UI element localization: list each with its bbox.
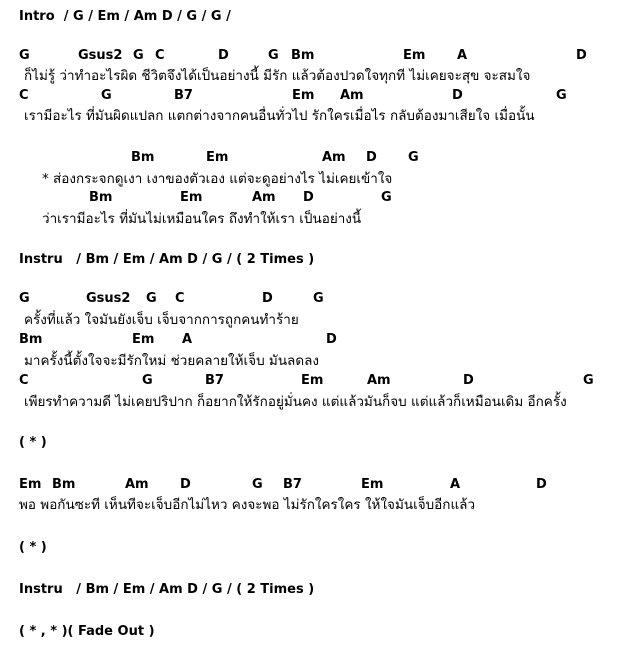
repeat1-marker: ( * ) — [19, 435, 47, 450]
chord-label: Em — [180, 190, 203, 205]
repeat2-marker: ( * ) — [19, 540, 47, 555]
verse2-line3-lyric: เพียรทำความดี ไม่เคยปริปาก ก็อยากให้รักอยู่มั่นคง แต่แล้วมันก็จบ แต่แล้วก็เหมือนเดิม อีกครั้ง — [24, 394, 567, 410]
chorus-line1-lyric: * ส่องกระจกดูเงา เงาของตัวเอง แต่จะดูอย่างไร ไม่เคยเข้าใจ — [42, 171, 393, 187]
chord-label: Em — [301, 373, 324, 388]
chord-label: G — [19, 291, 30, 306]
chord-label: Gsus2 — [78, 48, 123, 63]
chord-label: Am — [367, 373, 391, 388]
chord-label: Em — [361, 477, 384, 492]
chord-label: Gsus2 — [86, 291, 131, 306]
chord-label: Bm — [131, 150, 155, 165]
chord-label: D — [452, 88, 463, 103]
instru1-label: Instru — [19, 252, 63, 267]
chord-label: B7 — [205, 373, 224, 388]
chord-label: G — [268, 48, 279, 63]
instru2-label: Instru — [19, 582, 63, 597]
chord-label: A — [182, 332, 193, 347]
chord-label: C — [19, 88, 29, 103]
chord-label: D — [180, 477, 191, 492]
chorus-line2-lyric: ว่าเรามีอะไร ที่มันไม่เหมือนใคร ถึงทำให้เรา เป็นอย่างนี้ — [42, 211, 362, 227]
chord-label: Em — [292, 88, 315, 103]
chord-label: Bm — [52, 477, 76, 492]
instru1-progression: / Bm / Em / Am D / G / ( 2 Times ) — [76, 252, 315, 267]
verse2-line1-lyric: ครั้งที่แล้ว ใจมันยังเจ็บ เจ็บจากการถูกคนทำร้าย — [24, 312, 299, 328]
intro-label: Intro — [19, 9, 55, 24]
chord-label: Bm — [19, 332, 43, 347]
instru2-progression: / Bm / Em / Am D / G / ( 2 Times ) — [76, 582, 315, 597]
chord-label: D — [303, 190, 314, 205]
bridge-line1-lyric: พอ พอกันซะที เห็นทีจะเจ็บอีกไม่ไหว คงจะพอ ไม่รักใครใคร ให้ใจมันเจ็บอีกแล้ว — [19, 497, 476, 513]
verse1-line1-lyric: ก็ไม่รู้ ว่าทำอะไรผิด ชีวิตจึงได้เป็นอย่างนี้ มีรัก แล้วต้องปวดใจทุกที ไม่เคยจะสุข จะสมใจ — [24, 68, 531, 84]
verse2-line2-lyric: มาครั้งนี้ตั้งใจจะมีรักใหม่ ช่วยคลายให้เจ็บ มันลดลง — [24, 353, 319, 369]
chord-label: D — [536, 477, 547, 492]
chord-label: Am — [322, 150, 346, 165]
intro-line — [19, 9, 231, 25]
instru2-line — [19, 582, 314, 598]
chord-label: C — [175, 291, 185, 306]
chord-label: G — [252, 477, 263, 492]
chord-label: G — [133, 48, 144, 63]
chord-label: G — [146, 291, 157, 306]
chord-label: D — [366, 150, 377, 165]
chord-label: G — [19, 48, 30, 63]
outro-line: ( * , * )( Fade Out ) — [19, 624, 155, 639]
chord-label: Bm — [89, 190, 113, 205]
chord-label: D — [463, 373, 474, 388]
chord-label: G — [381, 190, 392, 205]
chord-label: D — [262, 291, 273, 306]
chord-label: G — [556, 88, 567, 103]
chord-label: Am — [340, 88, 364, 103]
chord-label: D — [576, 48, 587, 63]
verse1-line2-lyric: เรามีอะไร ที่มันผิดแปลก แตกต่างจากคนอื่นทั่วไป รักใครเมื่อไร กลับต้องมาเสียใจ เมื่อนั้น — [24, 108, 535, 124]
instru1-line — [19, 252, 314, 268]
chord-label: Bm — [291, 48, 315, 63]
chord-label: B7 — [283, 477, 302, 492]
chord-label: B7 — [174, 88, 193, 103]
chord-label: G — [583, 373, 594, 388]
chord-label: G — [142, 373, 153, 388]
intro-progression: / G / Em / Am D / G / G / — [63, 9, 231, 24]
chord-label: G — [313, 291, 324, 306]
chord-label: G — [408, 150, 419, 165]
chord-label: Am — [125, 477, 149, 492]
chord-label: Em — [19, 477, 42, 492]
chord-label: C — [19, 373, 29, 388]
chord-label: C — [155, 48, 165, 63]
chord-label: A — [457, 48, 468, 63]
chord-label: D — [326, 332, 337, 347]
chord-label: Em — [206, 150, 229, 165]
chord-label: D — [218, 48, 229, 63]
chord-label: Am — [252, 190, 276, 205]
chord-label: Em — [403, 48, 426, 63]
chord-label: G — [101, 88, 112, 103]
chord-label: A — [450, 477, 461, 492]
chord-label: Em — [132, 332, 155, 347]
